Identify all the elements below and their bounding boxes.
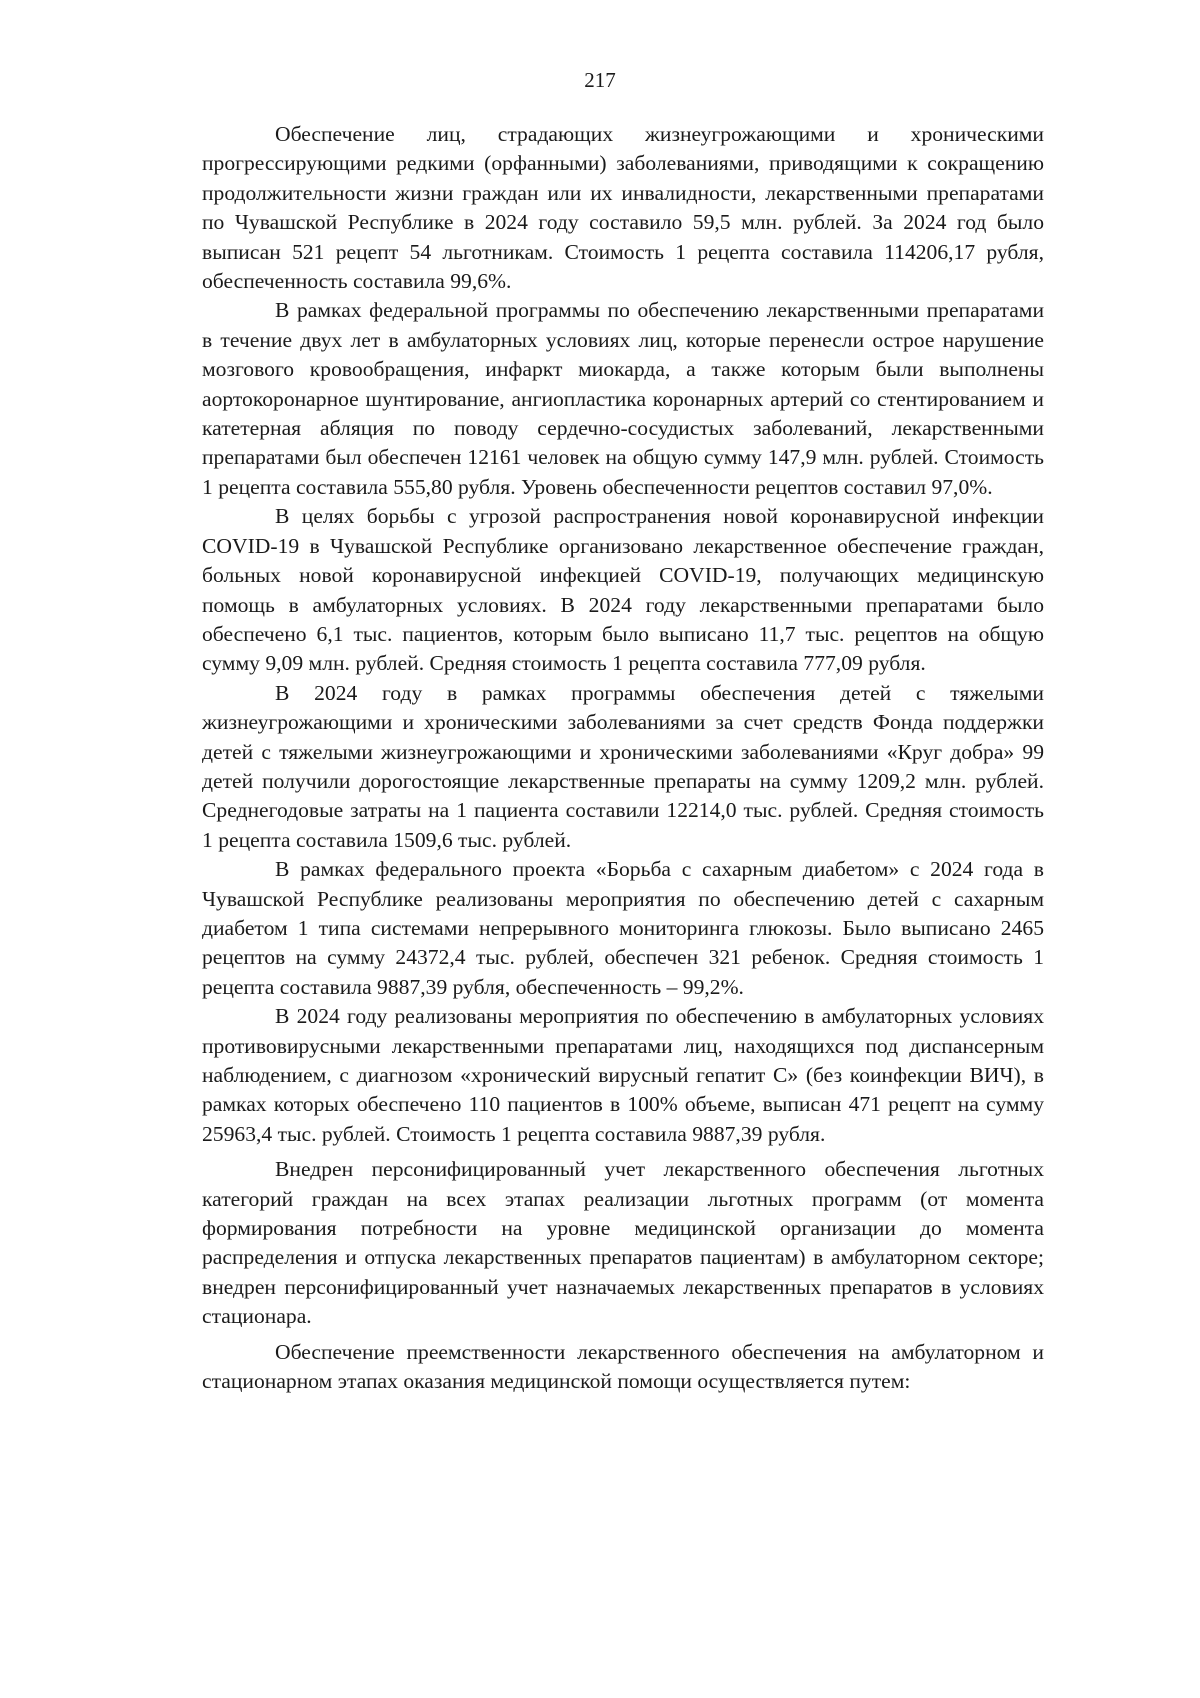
paragraph-covid19: В целях борьбы с угрозой распространения новой коронавирусной инфекции COVID-19 в Чувашской Республике организовано лекарственное обеспечение граждан, больных новой коронавирусной инфекцией COVID-19, получающих медицинскую помощь в амбулаторных условиях. В 2024 году лекарственными препаратами было обеспечено 6,1 тыс. пациентов, которым было выписано 11,7 тыс. рецептов на общую сумму 9,09 млн. рублей. Средняя стоимость 1 рецепта составила 777,09 рубля. — [202, 504, 1044, 676]
paragraph-diabetes-project: В рамках федерального проекта «Борьба с сахарным диабетом» с 2024 года в Чувашской Республике реализованы мероприятия по обеспечению детей с сахарным диабетом 1 типа системами непрерывного мониторинга глюкозы. Было выписано 2465 рецептов на сумму 24372,4 тыс. рублей, обеспечен 321 ребенок. Средняя стоимость 1 рецепта составила 9887,39 рубля, обеспеченность – 99,2%. — [202, 857, 1044, 999]
paragraph-orphan-diseases: Обеспечение лиц, страдающих жизнеугрожающими и хроническими прогрессирующими редкими (орфанными) заболеваниями, приводящими к сокращению продолжительности жизни граждан или их инвалидности, лекарственными препаратами по Чувашской Республике в 2024 году составило 59,5 млн. рублей. За 2024 год было выписан 521 рецепт 54 льготникам. Стоимость 1 рецепта составила 114206,17 рубля, обеспеченность составила 99,6%. — [202, 122, 1044, 294]
paragraph-personified-accounting: Внедрен персонифицированный учет лекарственного обеспечения льготных категорий граждан на всех этапах реализации льготных программ (от момента формирования потребности на уровне медицинской организации до момента распределения и отпуска лекарственных препаратов пациентам) в амбулаторном секторе; внедрен персонифицированный учет назначаемых лекарственных препаратов в условиях стационара. — [202, 1157, 1044, 1329]
paragraph-continuity: Обеспечение преемственности лекарственного обеспечения на амбулаторном и стационарном этапах оказания медицинской помощи осуществляется путем: — [202, 1339, 1044, 1394]
paragraph-hepatitis-c: В 2024 году реализованы мероприятия по обеспечению в амбулаторных условиях противовирусными лекарственными препаратами лиц, находящихся под диспансерным наблюдением, с диагнозом «хронический вирусный гепатит С» (без коинфекции ВИЧ), в рамках которых обеспечено 110 пациентов в 100% объеме, выписан 471 рецепт на сумму 25963,4 тыс. рублей. Стоимость 1 рецепта составила 9887,39 рубля. — [202, 1004, 1044, 1146]
page-number: 217 — [584, 68, 616, 92]
paragraph-cardiovascular-program: В рамках федеральной программы по обеспечению лекарственными препаратами в течение двух лет в амбулаторных условиях лиц, которые перенесли острое нарушение мозгового кровообращения, инфаркт миокарда, а также которым были выполнены аортокоронарное шунтирование, ангиопластика коронарных артерий со стентированием и катетерная абляция по поводу сердечно-сосудистых заболеваний, лекарственными препаратами был обеспечен 12161 человек на общую сумму 147,9 млн. рублей. Стоимость 1 рецепта составила 555,80 рубля. Уровень обеспеченности рецептов составил 97,0%. — [202, 298, 1044, 499]
document-body — [202, 120, 1044, 1396]
paragraph-krug-dobra: В 2024 году в рамках программы обеспечения детей с тяжелыми жизнеугрожающими и хроническими заболеваниями за счет средств Фонда поддержки детей с тяжелыми жизнеугрожающими и хроническими заболеваниями «Круг добра» 99 детей получили дорогостоящие лекарственные препараты на сумму 1209,2 млн. рублей. Среднегодовые затраты на 1 пациента составили 12214,0 тыс. рублей. Средняя стоимость 1 рецепта составила 1509,6 тыс. рублей. — [202, 680, 1044, 852]
